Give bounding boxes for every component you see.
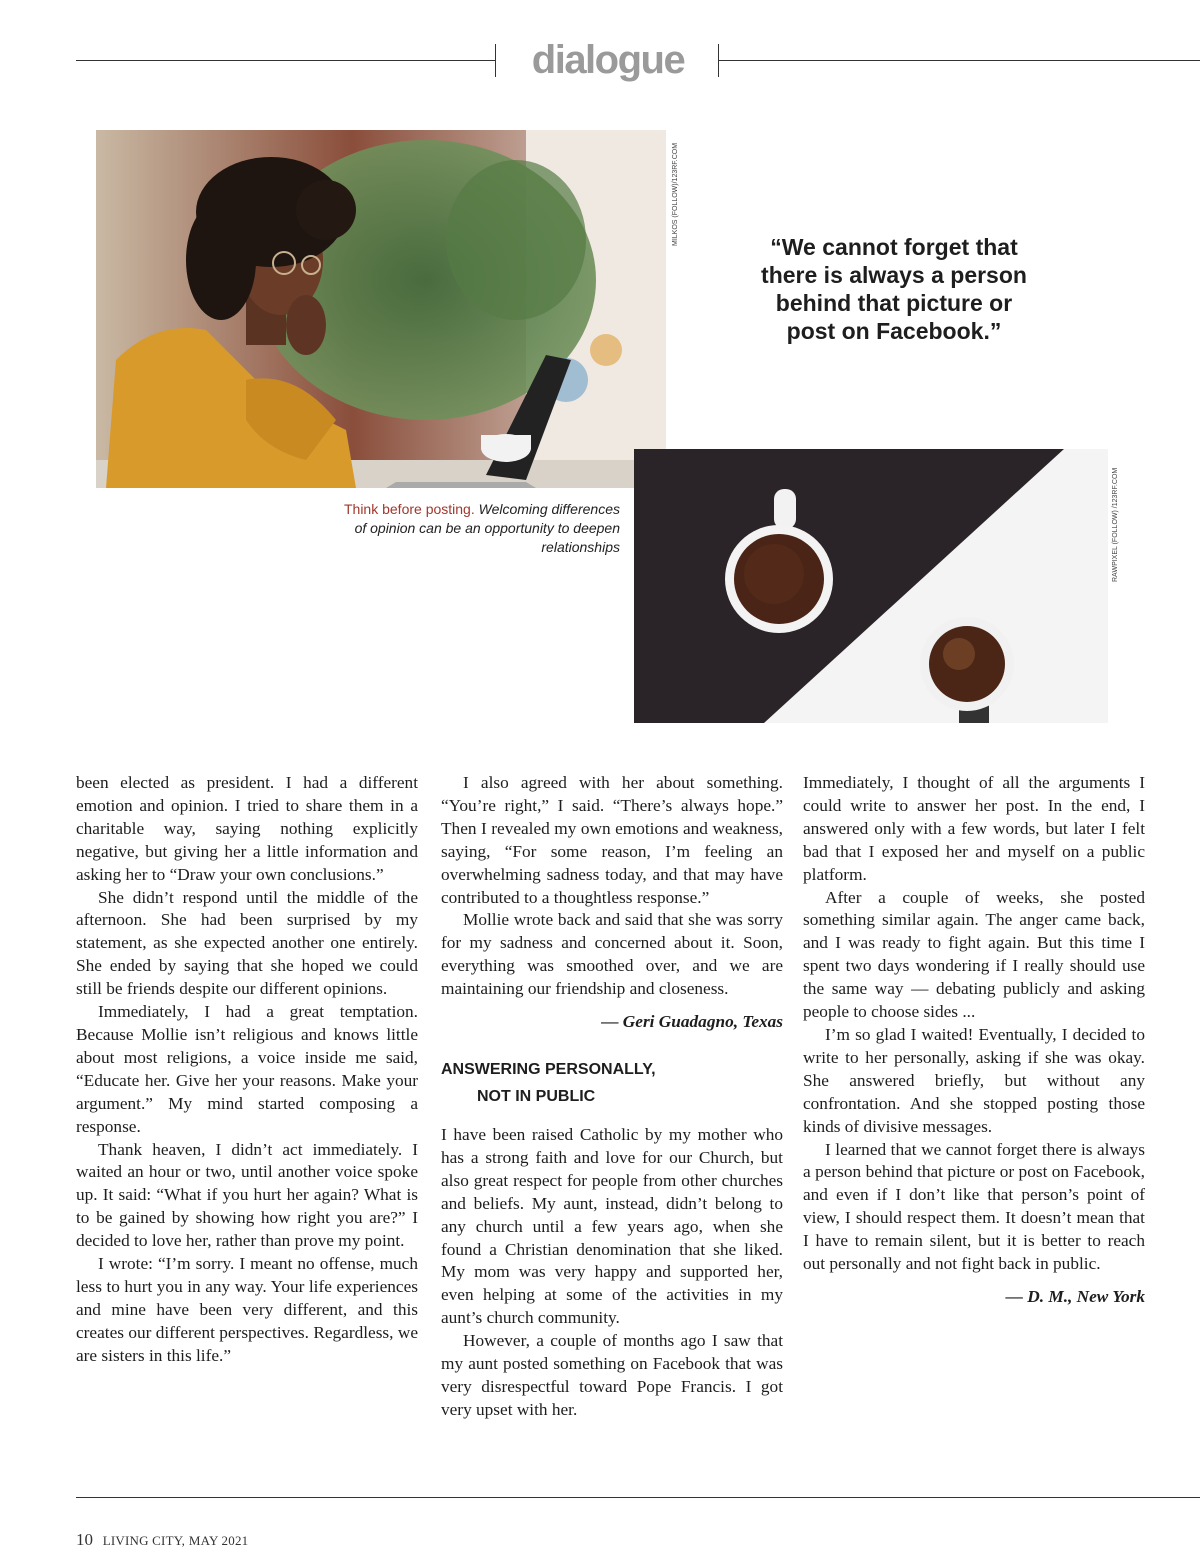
paragraph: Mollie wrote back and said that she was sorry for my sadness and concerned about it. Soon, everything was smoothed over, and we are maintaining our friendship and closeness. bbox=[441, 910, 783, 999]
magazine-name: LIVING CITY, bbox=[102, 1533, 186, 1548]
paragraph: I learned that we cannot forget there is always a person behind that picture or post on Facebook, and even if I don’t like that person’s point of view, I should respect them. It doesn’t mean that I have to remain silent, but it is better to reach out personally and not fight back in public. bbox=[803, 1139, 1145, 1274]
page-footer bbox=[76, 1530, 248, 1550]
photo-caption bbox=[340, 500, 620, 557]
caption-lead: Think before posting. bbox=[343, 501, 475, 517]
article-column-2 bbox=[441, 772, 783, 1422]
caption-text: Welcoming differences of opinion can be an opportunity to deepen relationships bbox=[354, 501, 620, 555]
paragraph: However, a couple of months ago I saw that my aunt posted something on Facebook that was very disrespectful toward Pope Francis. I got very upset with her. bbox=[441, 1331, 783, 1419]
subheading bbox=[441, 1056, 783, 1110]
paragraph: She didn’t respond until the middle of the afternoon. She had been surprised by my statement, as she expected another one entirely. She ended by saying that she hoped we could still be friends despite our different opinions. bbox=[76, 887, 418, 999]
article-column-1 bbox=[76, 772, 418, 1368]
paragraph: I have been raised Catholic by my mother who has a strong faith and love for our Church, but also great respect for people from other churches and beliefs. My aunt, instead, didn’t belong to any church until a few years ago, when she found a Christian denomination that she liked. My mom was very happy and supported her, even helping at some of the activities in my aunt’s church community. bbox=[441, 1124, 783, 1328]
footer-rule bbox=[76, 1497, 1200, 1498]
paragraph: I’m so glad I waited! Eventually, I decided to write to her personally, asking if she was okay. She answered briefly, but without any confrontation. And she stopped posting those kinds of divisive messages. bbox=[803, 1024, 1145, 1136]
header-rule-left bbox=[76, 60, 495, 61]
paragraph: After a couple of weeks, she posted something similar again. The anger came back, and I was ready to fight again. But this time I spent two days wondering if I really should use the same way — debating publicly and asking people to choose sides ... bbox=[803, 887, 1145, 1022]
paragraph: been elected as president. I had a different emotion and opinion. I tried to share them in a charitable way, saying nothing explicitly negative, but giving her a little information and asking her to “Draw your own conclusions.” bbox=[76, 773, 418, 884]
author-signature: — D. M., New York bbox=[1005, 1286, 1145, 1306]
photo-woman-laptop bbox=[96, 130, 666, 488]
photo1-credit: MILKOS (FOLLOW)/123RF.COM bbox=[672, 142, 679, 246]
author-signature: — Geri Guadagno, Texas bbox=[601, 1012, 783, 1032]
header-tick-left bbox=[495, 44, 496, 77]
issue-date: MAY 2021 bbox=[188, 1533, 249, 1548]
page-number: 10 bbox=[76, 1530, 93, 1549]
header-rule-right bbox=[719, 60, 1200, 61]
paragraph: I wrote: “I’m sorry. I meant no offense, much less to hurt you in any way. Your life experiences and mine have been very different, and this creates our different perspectives. Regardless, we are sisters in this life.” bbox=[76, 1254, 418, 1365]
paragraph: Immediately, I thought of all the arguments I could write to answer her post. In the end, I answered only with a few words, but later I felt bad that I exposed her and myself on a public platform. bbox=[803, 773, 1145, 884]
paragraph: Thank heaven, I didn’t act immediately. I waited an hour or two, until another voice spoke up. It said: “What if you hurt her again? What is to be gained by showing how right you are?” I decided to love her, rather than prove my point. bbox=[76, 1139, 418, 1251]
section-title: dialogue bbox=[531, 38, 685, 82]
pull-quote: “We cannot forget that there is always a person behind that picture or post on Facebook.” bbox=[761, 234, 1027, 344]
article-column-3 bbox=[803, 772, 1145, 1309]
paragraph: I also agreed with her about something. “You’re right,” I said. “There’s always hope.” Then I revealed my own emotions and weakness, saying, “For some reason, I’m feeling an overwhelming sadness today, and that may have contributed to a thoughtless response.” bbox=[441, 773, 783, 907]
paragraph: Immediately, I had a great temptation. Because Mollie isn’t religious and knows little about most religions, a voice inside me said, “Educate her. Give her your reasons. Make your argument.” My mind started composing a response. bbox=[76, 1002, 418, 1136]
photo2-credit: RAWPIXEL (FOLLOW) /123RF.COM bbox=[1112, 467, 1119, 582]
subheading-line-1: ANSWERING PERSONALLY, bbox=[441, 1060, 656, 1078]
subheading-line-2: NOT IN PUBLIC bbox=[477, 1087, 596, 1105]
photo-coffee-cups bbox=[634, 449, 1108, 723]
